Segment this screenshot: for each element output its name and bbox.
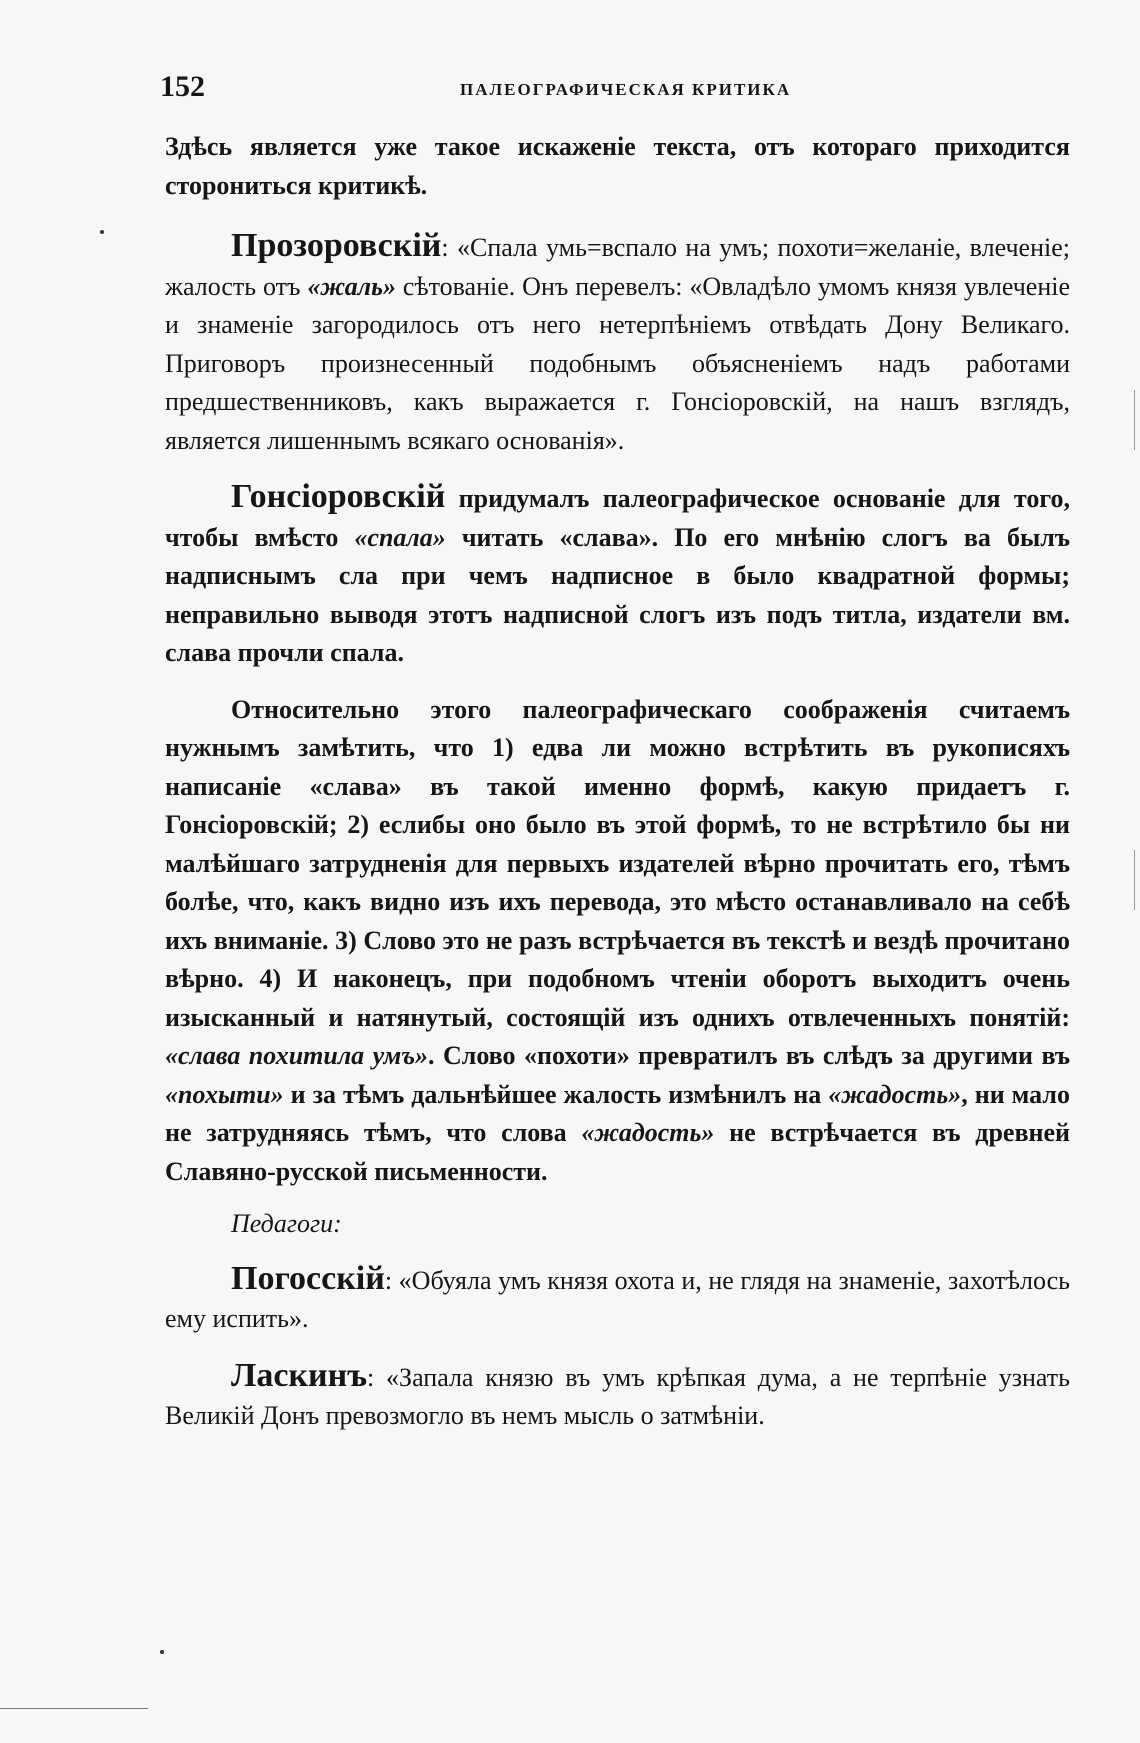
intro-paragraph: Здѣсь является уже такое искаженіе текста, отъ котораго приходится сторониться критикѣ. [165,132,1070,200]
prozorovsky-text-1: : «Спала умь=вспало на умъ; похоти=желаніе, влеченіе; жалость отъ [165,233,1070,301]
running-title: ПАЛЕОГРАФИЧЕСКАЯ КРИТИКА [460,80,792,99]
commentary-text-5: не встрѣчается въ древней Славяно-русской письменности. [165,1118,1070,1186]
commentary-term-1: «похыти» [165,1079,284,1109]
commentary-term-3: «жадость» [581,1118,715,1147]
gonsiorovsky-paragraph [165,478,1070,673]
prozorovsky-paragraph [165,227,1070,460]
author-name-prozorovsky: Прозоровскій [231,227,442,264]
section-heading-pedagogues: Педагоги: [231,1209,342,1238]
commentary-text-4: , ни мало не затрудняясь тѣмъ, что слова [165,1079,1070,1147]
pogossky-text: : «Обуяла умъ князя охота и, не глядя на знаменіе, захотѣлось ему испить». [165,1265,1070,1333]
laskin-text: : «Запала князю въ умъ крѣпкая дума, а не терпѣніе узнать Великій Донъ превозмогло въ немъ мысль о затмѣніи. [165,1362,1070,1430]
gonsiorovsky-text-2: читать «слава». По его мнѣнію слогъ ва былъ надписнымъ сла при чемъ надписное в было квадратной формы; неправильно выводя этотъ надписной слогъ изъ подъ титла, издатели вм. слава прочли спала. [165,522,1070,667]
commentary-term-2: «жадость» [828,1079,962,1109]
author-name-pogossky: Погосскій [231,1259,385,1297]
edge-mark [1134,390,1135,450]
gonsiorovsky-term: «спала» [354,522,446,552]
author-name-laskin: Ласкинъ [231,1356,368,1394]
bottom-rule [0,1708,148,1709]
speck-mark [100,230,104,234]
commentary-text-2: . Слово «похоти» превратилъ въ слѣдъ за другими въ [428,1041,1070,1070]
commentary-phrase: «слава похитила умъ» [165,1041,429,1070]
edge-mark [1134,850,1135,910]
commentary-text-1: Относительно этого палеографическаго соображенія считаемъ нужнымъ замѣтить, что 1) едва ли можно встрѣтить въ рукописяхъ написаніе «слава» въ такой именно формѣ, какую придаетъ г. Гонсіоровскій; 2) еслибы оно было въ этой формѣ, то не встрѣтило бы ни малѣйшаго затрудненія для первыхъ издателей вѣрно прочитать его, тѣмъ болѣе, что, какъ видно изъ ихъ перевода, это мѣсто останавливало на себѣ ихъ вниманіе. 3) Слово это не разъ встрѣчается въ текстѣ и вездѣ прочитано вѣрно. 4) И наконецъ, при подобномъ чтеніи оборотъ выходитъ очень изысканный и натянутый, состоящій изъ однихъ отвлеченныхъ понятій: [165,694,1070,1032]
prozorovsky-term: «жаль» [307,271,397,301]
page-header [160,70,1070,110]
gonsiorovsky-text-1: придумалъ палеографическое основаніе для того, чтобы вмѣсто [165,484,1070,552]
prozorovsky-text-2: сѣтованіе. Онъ перевелъ: «Овладѣло умомъ князя увлеченіе и знаменіе загородилось отъ него нетерпѣніемъ отвѣдать Дону Великаго. Приговоръ произнесенный подобнымъ объясненіемъ надъ работами предшественниковъ, какъ выражается г. Гонсіоровскій, на нашъ взглядъ, является лишеннымъ всякаго основанія». [165,271,1071,455]
commentary-text-3: и за тѣмъ дальнѣйшее жалость измѣнилъ на [283,1079,829,1109]
body-text [165,128,1070,1436]
speck-mark [160,1650,164,1654]
pogossky-paragraph [165,1260,1070,1339]
laskin-paragraph [165,1357,1070,1436]
page-number: 152 [160,70,205,103]
author-name-gonsiorovsky: Гонсіоровскій [231,478,446,515]
commentary-paragraph [165,691,1070,1192]
